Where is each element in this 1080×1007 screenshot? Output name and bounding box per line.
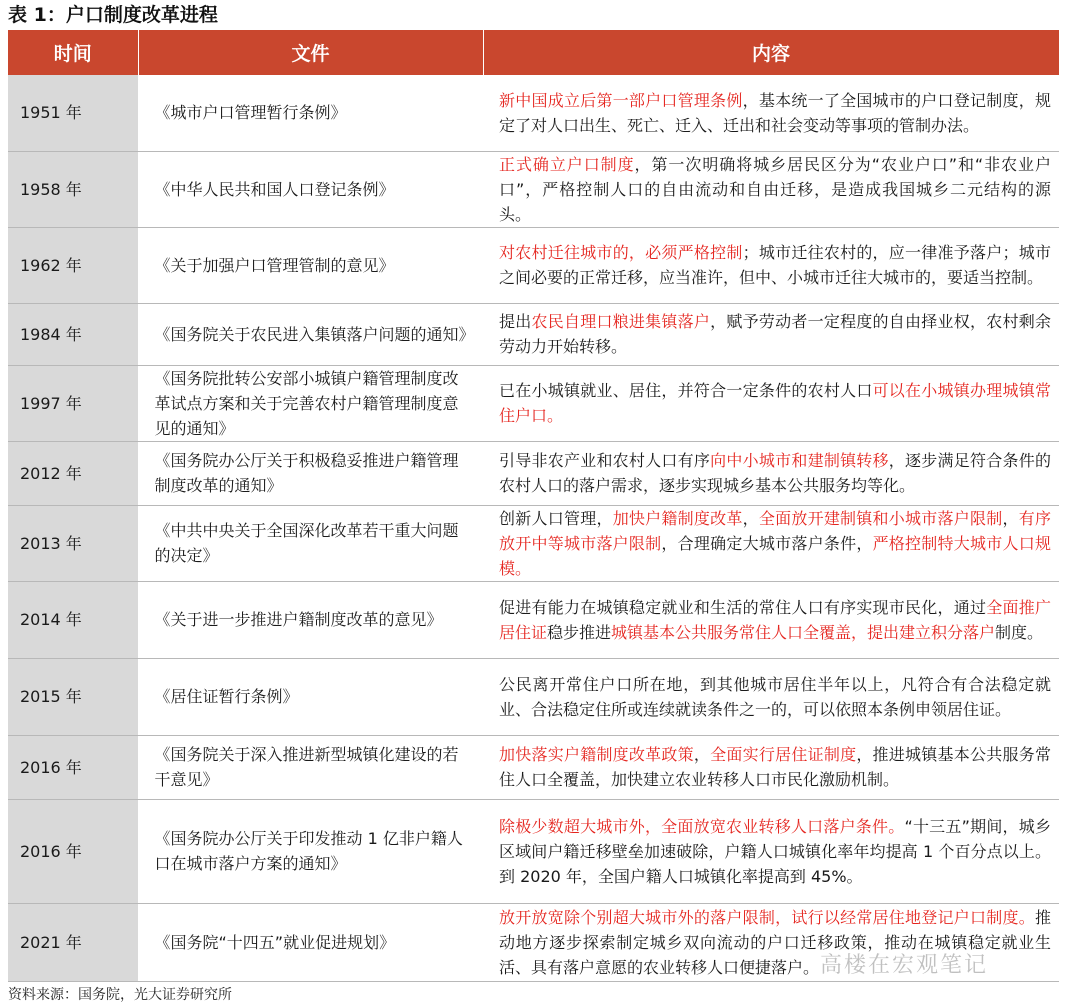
content-text: 提出 xyxy=(499,312,532,331)
highlighted-text: 可以在小城镇办理城镇常住户口。 xyxy=(499,381,1051,425)
year-cell: 1962 年 xyxy=(8,227,138,303)
content-cell xyxy=(483,227,1059,303)
highlighted-text: 城镇基本公共服务常住人口全覆盖，提出建立积分落户 xyxy=(611,622,996,642)
content-text: ， xyxy=(1002,508,1019,528)
content-text: ，逐步满足符合条件的农村人口的落户需求，逐步实现城乡基本公共服务均等化。 xyxy=(499,451,1051,495)
table-row xyxy=(8,505,1059,581)
content-text: 引导非农产业和农村人口有序 xyxy=(499,451,711,470)
content-cell xyxy=(483,799,1059,903)
content-cell xyxy=(483,505,1059,581)
highlighted-text: 全面放开建制镇和小城市落户限制 xyxy=(758,508,1003,528)
content-cell xyxy=(483,365,1059,441)
content-text: 公民离开常住户口所在地，到其他城市居住半年以上，凡符合有合法稳定就业、合法稳定住所或连续就读条件之一的，可以依照本条例申领居住证。 xyxy=(499,674,1051,719)
content-cell xyxy=(483,303,1059,365)
document-cell: 《中华人民共和国人口登记条例》 xyxy=(138,151,483,227)
year-cell: 2012 年 xyxy=(8,441,138,505)
content-text: 稳步推进 xyxy=(547,622,612,642)
content-text: “十三五”期间，城乡区域间户籍迁移壁垒加速破除，户籍人口城镇化率年均提高 1 个百分点以上。到 2020 年，全国户籍人口城镇化率提高到 45%。 xyxy=(499,816,1051,886)
highlighted-text: 放开放宽除个别超大城市外的落户限制，试行以经常居住地登记户口制度。 xyxy=(499,907,1035,927)
highlighted-text: 严格控制特大城市人口规模。 xyxy=(499,533,1051,578)
highlighted-text: 除极少数超大城市外，全面放宽农业转移人口落户条件。 xyxy=(499,816,905,836)
highlighted-text: 全面推广居住证 xyxy=(499,597,1051,642)
year-cell: 1984 年 xyxy=(8,303,138,365)
table-row xyxy=(8,75,1059,151)
document-cell: 《国务院“十四五”就业促进规划》 xyxy=(138,903,483,981)
year-cell: 1997 年 xyxy=(8,365,138,441)
content-text: 推动地方逐步探索制定城乡双向流动的户口迁移政策，推动在城镇稳定就业生活、具有落户意愿的农业转移人口便捷落户。 xyxy=(499,907,1051,977)
document-cell: 《国务院关于农民进入集镇落户问题的通知》 xyxy=(138,303,483,365)
table-header-row xyxy=(8,30,1059,75)
highlighted-text: 向中小城市和建制镇转移 xyxy=(710,451,889,470)
year-cell: 2021 年 xyxy=(8,903,138,981)
table-row xyxy=(8,227,1059,303)
content-text: 已在小城镇就业、居住，并符合一定条件的农村人口 xyxy=(499,381,873,400)
content-text: ，赋予劳动者一定程度的自由择业权，农村剩余劳动力开始转移。 xyxy=(499,312,1051,356)
highlighted-text: 正式确立户口制度 xyxy=(499,154,635,174)
year-cell: 2013 年 xyxy=(8,505,138,581)
table-row xyxy=(8,441,1059,505)
table-row xyxy=(8,151,1059,227)
content-text: ，第一次明确将城乡居民区分为“农业户口”和“非农业户口”，严格控制人口的自由流动和自由迁移，是造成我国城乡二元结构的源头。 xyxy=(499,154,1051,224)
table-body xyxy=(8,75,1059,981)
year-cell: 2015 年 xyxy=(8,658,138,735)
highlighted-text: 有序放开中等城市落户限制 xyxy=(499,508,1051,553)
document-cell: 《城市户口管理暂行条例》 xyxy=(138,75,483,151)
highlighted-text: 农民自理口粮进集镇落户 xyxy=(531,312,711,331)
document-cell: 《国务院批转公安部小城镇户籍管理制度改革试点方案和关于完善农村户籍管理制度意见的通知》 xyxy=(138,365,483,441)
document-cell: 《关于加强户口管理管制的意见》 xyxy=(138,227,483,303)
source-note: 资料来源：国务院，光大证券研究所 xyxy=(8,987,232,1003)
table-row xyxy=(8,303,1059,365)
highlighted-text: 加快户籍制度改革 xyxy=(612,508,743,528)
content-cell xyxy=(483,151,1059,227)
highlighted-text: 加快落实户籍制度改革政策 xyxy=(499,745,694,764)
header-time: 时间 xyxy=(8,30,138,75)
table-row xyxy=(8,658,1059,735)
highlighted-text: 对农村迁往城市的，必须严格控制 xyxy=(499,243,743,262)
highlighted-text: 全面实行居住证制度 xyxy=(710,745,857,764)
content-text: ， xyxy=(742,508,759,528)
content-text: ；城市迁往农村的，应一律准予落户；城市之间必要的正常迁移，应当准许，但中、小城市迁往大城市的，要适当控制。 xyxy=(499,243,1051,287)
content-cell xyxy=(483,441,1059,505)
table-row xyxy=(8,735,1059,799)
watermark: 高楼在宏观笔记 xyxy=(820,953,989,978)
header-file: 文件 xyxy=(138,30,483,75)
content-cell xyxy=(483,658,1059,735)
reform-table xyxy=(8,30,1060,982)
year-cell: 1958 年 xyxy=(8,151,138,227)
year-cell: 2016 年 xyxy=(8,799,138,903)
year-cell: 2016 年 xyxy=(8,735,138,799)
document-cell: 《国务院办公厅关于印发推动 1 亿非户籍人口在城市落户方案的通知》 xyxy=(138,799,483,903)
content-text: 创新人口管理， xyxy=(499,508,613,528)
table-row xyxy=(8,365,1059,441)
content-text: ，基本统一了全国城市的户口登记制度，规定了对人口出生、死亡、迁入、迁出和社会变动等事项的管制办法。 xyxy=(499,90,1051,135)
content-text: 制度。 xyxy=(995,622,1044,642)
year-cell: 1951 年 xyxy=(8,75,138,151)
content-text: ，合理确定大城市落户条件， xyxy=(661,533,873,553)
table-row xyxy=(8,799,1059,903)
header-content: 内容 xyxy=(483,30,1059,75)
content-text: ，推进城镇基本公共服务常住人口全覆盖，加快建立农业转移人口市民化激励机制。 xyxy=(499,745,1051,789)
highlighted-text: 新中国成立后第一部户口管理条例 xyxy=(499,90,743,110)
content-cell xyxy=(483,581,1059,658)
document-cell: 《国务院关于深入推进新型城镇化建设的若干意见》 xyxy=(138,735,483,799)
document-cell: 《关于进一步推进户籍制度改革的意见》 xyxy=(138,581,483,658)
content-cell xyxy=(483,735,1059,799)
document-cell: 《中共中央关于全国深化改革若干重大问题的决定》 xyxy=(138,505,483,581)
content-text: 促进有能力在城镇稳定就业和生活的常住人口有序实现市民化，通过 xyxy=(499,597,987,617)
table-row xyxy=(8,581,1059,658)
year-cell: 2014 年 xyxy=(8,581,138,658)
document-cell: 《居住证暂行条例》 xyxy=(138,658,483,735)
table-caption: 表 1：户口制度改革进程 xyxy=(8,4,218,26)
content-text: ， xyxy=(693,745,711,764)
document-cell: 《国务院办公厅关于积极稳妥推进户籍管理制度改革的通知》 xyxy=(138,441,483,505)
content-cell xyxy=(483,75,1059,151)
